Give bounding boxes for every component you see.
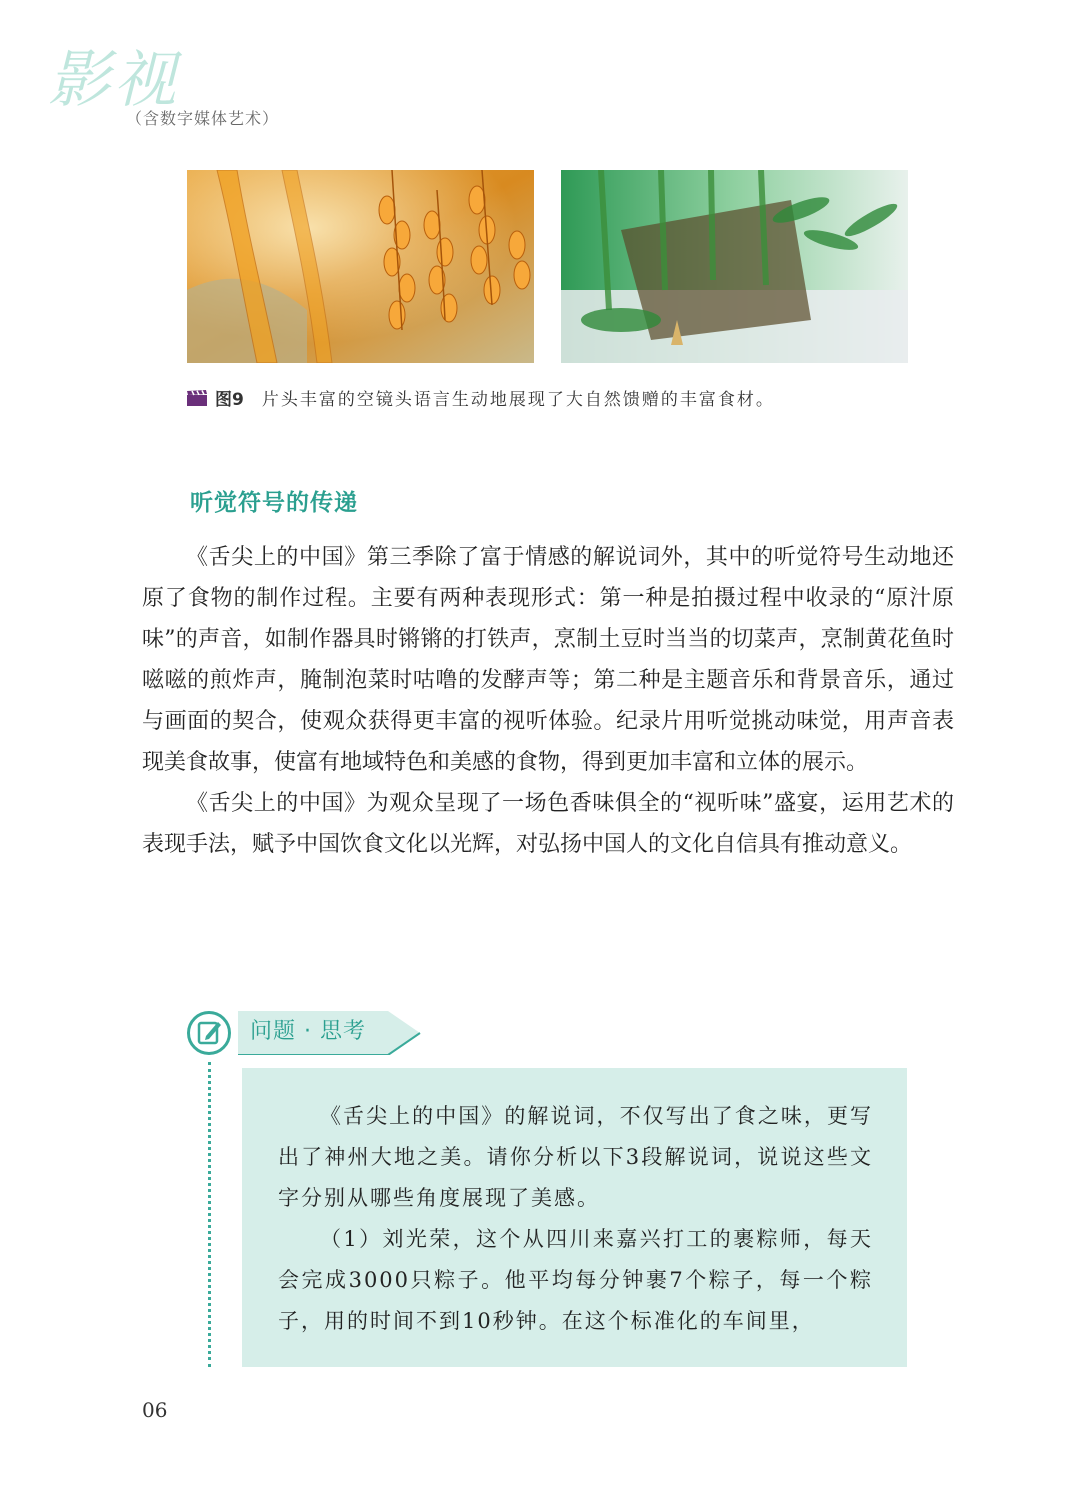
logo-subtitle: （含数字媒体艺术） (126, 109, 280, 128)
page-number: 06 (142, 1398, 168, 1422)
pencil-note-icon (187, 1011, 231, 1055)
body-text (142, 537, 954, 865)
question-title: 问题 · 思考 (250, 1019, 366, 1044)
book-logo (48, 40, 278, 140)
figure-image-rice (187, 170, 534, 363)
question-paragraph: （1）刘光荣，这个从四川来嘉兴打工的裹粽师，每天会完成3000只粽子。他平均每分钟裹7个粽子，每一个粽子，用的时间不到10秒钟。在这个标准化的车间里， (278, 1227, 873, 1333)
body-paragraph: 《舌尖上的中国》第三季除了富于情感的解说词外，其中的听觉符号生动地还原了食物的制作过程。主要有两种表现形式：第一种是拍摄过程中收录的“原汁原味”的声音，如制作器具时锵锵的打铁声，烹制土豆时当当的切菜声，烹制黄花鱼时嗞嗞的煎炸声，腌制泡菜时咕噜的发酵声等；第二种是主题音乐和背景音乐，通过与画面的契合，使观众获得更丰富的视听体验。纪录片用听觉挑动味觉，用声音表现美食故事，使富有地域特色和美感的食物，得到更加丰富和立体的展示。 (142, 545, 954, 775)
figure-caption (187, 385, 775, 410)
question-box (242, 1068, 907, 1367)
caption-label: 图9 (215, 390, 244, 410)
caption-text: 片头丰富的空镜头语言生动地展现了大自然馈赠的丰富食材。 (261, 390, 775, 410)
logo-title: 影视 (48, 43, 181, 116)
dotted-divider (208, 1062, 211, 1367)
body-paragraph: 《舌尖上的中国》为观众呈现了一场色香味俱全的“视听味”盛宴，运用艺术的表现手法，赋予中国饮食文化以光辉，对弘扬中国人的文化自信具有推动意义。 (142, 791, 954, 857)
question-paragraph: 《舌尖上的中国》的解说词，不仅写出了食之味，更写出了神州大地之美。请你分析以下3段解说词，说说这些文字分别从哪些角度展现了美感。 (278, 1104, 873, 1210)
section-heading: 听觉符号的传递 (190, 490, 358, 516)
figure-image-bamboo (561, 170, 908, 363)
clapperboard-icon (187, 390, 207, 406)
